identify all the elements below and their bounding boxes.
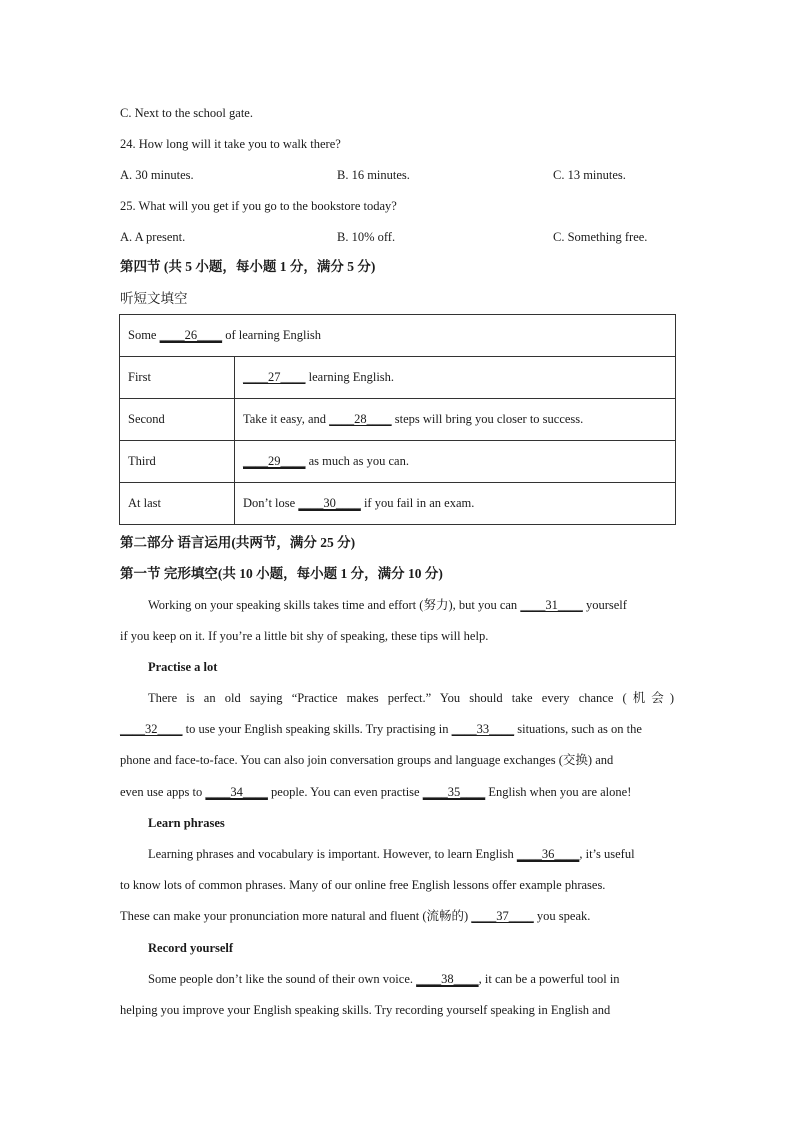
passage-text: you speak. bbox=[533, 909, 591, 923]
notes-row-text: as much as you can. bbox=[305, 454, 409, 468]
notes-table bbox=[119, 314, 676, 525]
q24-option-a: A. 30 minutes. bbox=[120, 168, 194, 182]
notes-row-label: At last bbox=[120, 483, 235, 525]
notes-row bbox=[120, 357, 676, 399]
passage-text: Some people don’t like the sound of their own voice. bbox=[148, 972, 417, 986]
notes-row-text: steps will bring you closer to success. bbox=[391, 412, 584, 426]
passage-line bbox=[120, 908, 674, 924]
notes-title-prefix: Some bbox=[128, 328, 160, 342]
passage-text: even use apps to bbox=[120, 785, 206, 799]
notes-row bbox=[120, 399, 676, 441]
blank-38: ____38____ bbox=[416, 972, 479, 986]
passage-line: if you keep on it. If you’re a little bit shy of speaking, these tips will help. bbox=[120, 629, 489, 643]
blank-36: ____36____ bbox=[516, 847, 580, 861]
notes-row-content bbox=[235, 357, 676, 399]
blank-35: ____35____ bbox=[422, 785, 486, 799]
passage-line: helping you improve your English speaking skills. Try recording yourself speaking in English and bbox=[120, 1003, 611, 1017]
notes-row bbox=[120, 441, 676, 483]
passage-line bbox=[148, 846, 674, 862]
q23-option-c: C. Next to the school gate. bbox=[120, 106, 253, 120]
q25-option-c: C. Something free. bbox=[553, 230, 648, 244]
passage-line: to know lots of common phrases. Many of our online free English lessons offer example phrases. bbox=[120, 878, 606, 892]
passage-line: phone and face-to-face. You can also join conversation groups and language exchanges (交换) and bbox=[120, 753, 614, 767]
passage-text: people. You can even practise bbox=[267, 785, 423, 799]
q25-option-a: A. A present. bbox=[120, 230, 186, 244]
blank-27: ____27____ bbox=[243, 370, 306, 384]
blank-32: ____32____ bbox=[120, 722, 183, 736]
section4-instruction: 听短文填空 bbox=[120, 291, 188, 306]
passage-line bbox=[120, 784, 674, 800]
notes-title-suffix: of learning English bbox=[222, 328, 322, 342]
q25-question: 25. What will you get if you go to the bookstore today? bbox=[120, 199, 397, 213]
passage-text: , it can be a powerful tool in bbox=[478, 972, 620, 986]
part2-heading: 第二部分 语言运用(共两节，满分 25 分) bbox=[120, 535, 356, 550]
passage-text: , it’s useful bbox=[579, 847, 635, 861]
passage-line bbox=[148, 971, 674, 987]
notes-title-cell bbox=[120, 315, 676, 357]
notes-row-text: if you fail in an exam. bbox=[360, 496, 475, 510]
passage-line bbox=[148, 597, 674, 613]
blank-29: ____29____ bbox=[243, 454, 306, 468]
passage-line: There is an old saying “Practice makes perfect.” You should take every chance (机会) bbox=[148, 691, 674, 705]
passage-subheading: Practise a lot bbox=[148, 660, 218, 674]
blank-30: ____30____ bbox=[298, 496, 361, 510]
notes-row-content bbox=[235, 399, 676, 441]
passage-subheading: Learn phrases bbox=[148, 816, 225, 830]
blank-37: ____37____ bbox=[471, 909, 534, 923]
q25-option-b: B. 10% off. bbox=[337, 230, 396, 244]
passage-text: These can make your pronunciation more natural and fluent (流畅的) bbox=[120, 909, 472, 923]
notes-row-label: First bbox=[120, 357, 235, 399]
passage-text: Working on your speaking skills takes time and effort (努力), but you can bbox=[148, 598, 521, 612]
q24-option-c: C. 13 minutes. bbox=[553, 168, 626, 182]
part2-section1-heading: 第一节 完形填空(共 10 小题，每小题 1 分，满分 10 分) bbox=[120, 566, 443, 581]
passage-line bbox=[120, 721, 674, 737]
q24-option-b: B. 16 minutes. bbox=[337, 168, 410, 182]
notes-row-content bbox=[235, 441, 676, 483]
notes-title-row bbox=[120, 315, 676, 357]
passage-text: situations, such as on the bbox=[514, 722, 642, 736]
blank-33: ____33____ bbox=[451, 722, 515, 736]
notes-row-content bbox=[235, 483, 676, 525]
notes-row-text: learning English. bbox=[305, 370, 395, 384]
blank-31: ____31____ bbox=[520, 598, 583, 612]
passage-text: Learning phrases and vocabulary is important. However, to learn English bbox=[148, 847, 517, 861]
blank-26: ____26____ bbox=[159, 328, 223, 342]
passage-text: to use your English speaking skills. Try practising in bbox=[182, 722, 452, 736]
notes-row bbox=[120, 483, 676, 525]
notes-row-prefix: Don’t lose bbox=[243, 496, 299, 510]
blank-28: ____28____ bbox=[329, 412, 392, 426]
notes-row-prefix: Take it easy, and bbox=[243, 412, 330, 426]
q24-question: 24. How long will it take you to walk there? bbox=[120, 137, 341, 151]
notes-row-label: Third bbox=[120, 441, 235, 483]
passage-text: yourself bbox=[582, 598, 627, 612]
notes-row-label: Second bbox=[120, 399, 235, 441]
passage-text: English when you are alone! bbox=[485, 785, 632, 799]
passage-subheading: Record yourself bbox=[148, 941, 234, 955]
section4-heading: 第四节 (共 5 小题，每小题 1 分，满分 5 分) bbox=[120, 259, 376, 274]
blank-34: ____34____ bbox=[205, 785, 268, 799]
